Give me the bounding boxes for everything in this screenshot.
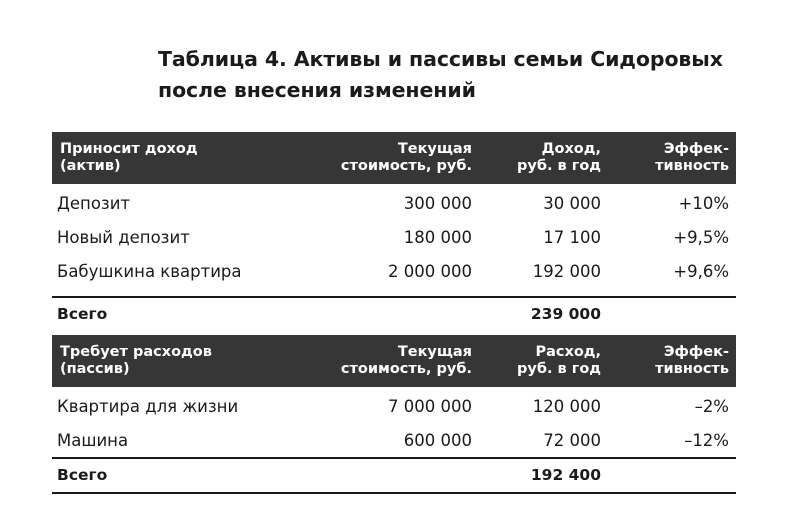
assets-header-value <box>341 141 472 175</box>
header-text: руб. в год <box>517 158 601 174</box>
assets-total-row <box>52 296 736 331</box>
row-value: 7 000 000 <box>388 397 472 416</box>
liabilities-header-row <box>52 335 736 387</box>
total-label: Всего <box>57 305 108 323</box>
liabilities-total-row <box>52 457 736 492</box>
row-name: Квартира для жизни <box>57 397 239 416</box>
header-text: Эффек- <box>663 141 729 157</box>
row-efficiency: +9,5% <box>673 228 729 247</box>
header-text: (пассив) <box>60 361 130 377</box>
table-row <box>52 186 736 220</box>
liabilities-header-efficiency <box>655 344 729 378</box>
total-expense: 192 400 <box>530 466 601 484</box>
assets-table <box>52 132 736 331</box>
header-text: Требует расходов <box>60 344 212 360</box>
row-value: 180 000 <box>403 228 472 247</box>
header-text: руб. в год <box>517 361 601 377</box>
row-spacer <box>52 288 736 296</box>
row-name: Машина <box>57 431 129 450</box>
liabilities-table <box>52 335 736 494</box>
table-title-line-2: после внесения изменений <box>158 78 476 102</box>
header-text: Эффек- <box>663 344 729 360</box>
assets-header-efficiency <box>655 141 729 175</box>
row-income: 30 000 <box>543 194 601 213</box>
header-text: тивность <box>655 361 729 377</box>
header-text: Текущая <box>397 344 472 360</box>
header-text: Текущая <box>397 141 472 157</box>
row-expense: 120 000 <box>532 397 601 416</box>
row-efficiency: –2% <box>694 397 729 416</box>
assets-header-row <box>52 132 736 184</box>
assets-header-income <box>517 141 601 175</box>
table-row <box>52 254 736 288</box>
header-text: Расход, <box>535 344 601 360</box>
table-row <box>52 423 736 457</box>
total-label: Всего <box>57 466 108 484</box>
row-value: 600 000 <box>403 431 472 450</box>
row-expense: 72 000 <box>543 431 601 450</box>
row-efficiency: +10% <box>678 194 729 213</box>
row-efficiency: +9,6% <box>673 262 729 281</box>
header-text: тивность <box>655 158 729 174</box>
bottom-rule <box>52 492 736 494</box>
liabilities-header-category <box>60 344 212 378</box>
table-title-line-1: Таблица 4. Активы и пассивы семьи Сидоровых <box>158 47 723 71</box>
assets-header-category <box>60 141 198 175</box>
table-row <box>52 389 736 423</box>
row-efficiency: –12% <box>684 431 729 450</box>
row-value: 300 000 <box>403 194 472 213</box>
row-name: Новый депозит <box>57 228 190 247</box>
row-value: 2 000 000 <box>388 262 472 281</box>
header-text: (актив) <box>60 158 121 174</box>
row-income: 192 000 <box>532 262 601 281</box>
row-income: 17 100 <box>543 228 601 247</box>
header-text: стоимость, руб. <box>340 158 472 174</box>
liabilities-header-value <box>341 344 472 378</box>
row-name: Депозит <box>57 194 131 213</box>
header-text: Доход, <box>541 141 601 157</box>
header-text: Приносит доход <box>60 141 198 157</box>
row-name: Бабушкина квартира <box>57 262 242 281</box>
total-income: 239 000 <box>530 305 601 323</box>
liabilities-header-expense <box>517 344 601 378</box>
header-text: стоимость, руб. <box>340 361 472 377</box>
table-row <box>52 220 736 254</box>
table-title <box>158 44 778 106</box>
